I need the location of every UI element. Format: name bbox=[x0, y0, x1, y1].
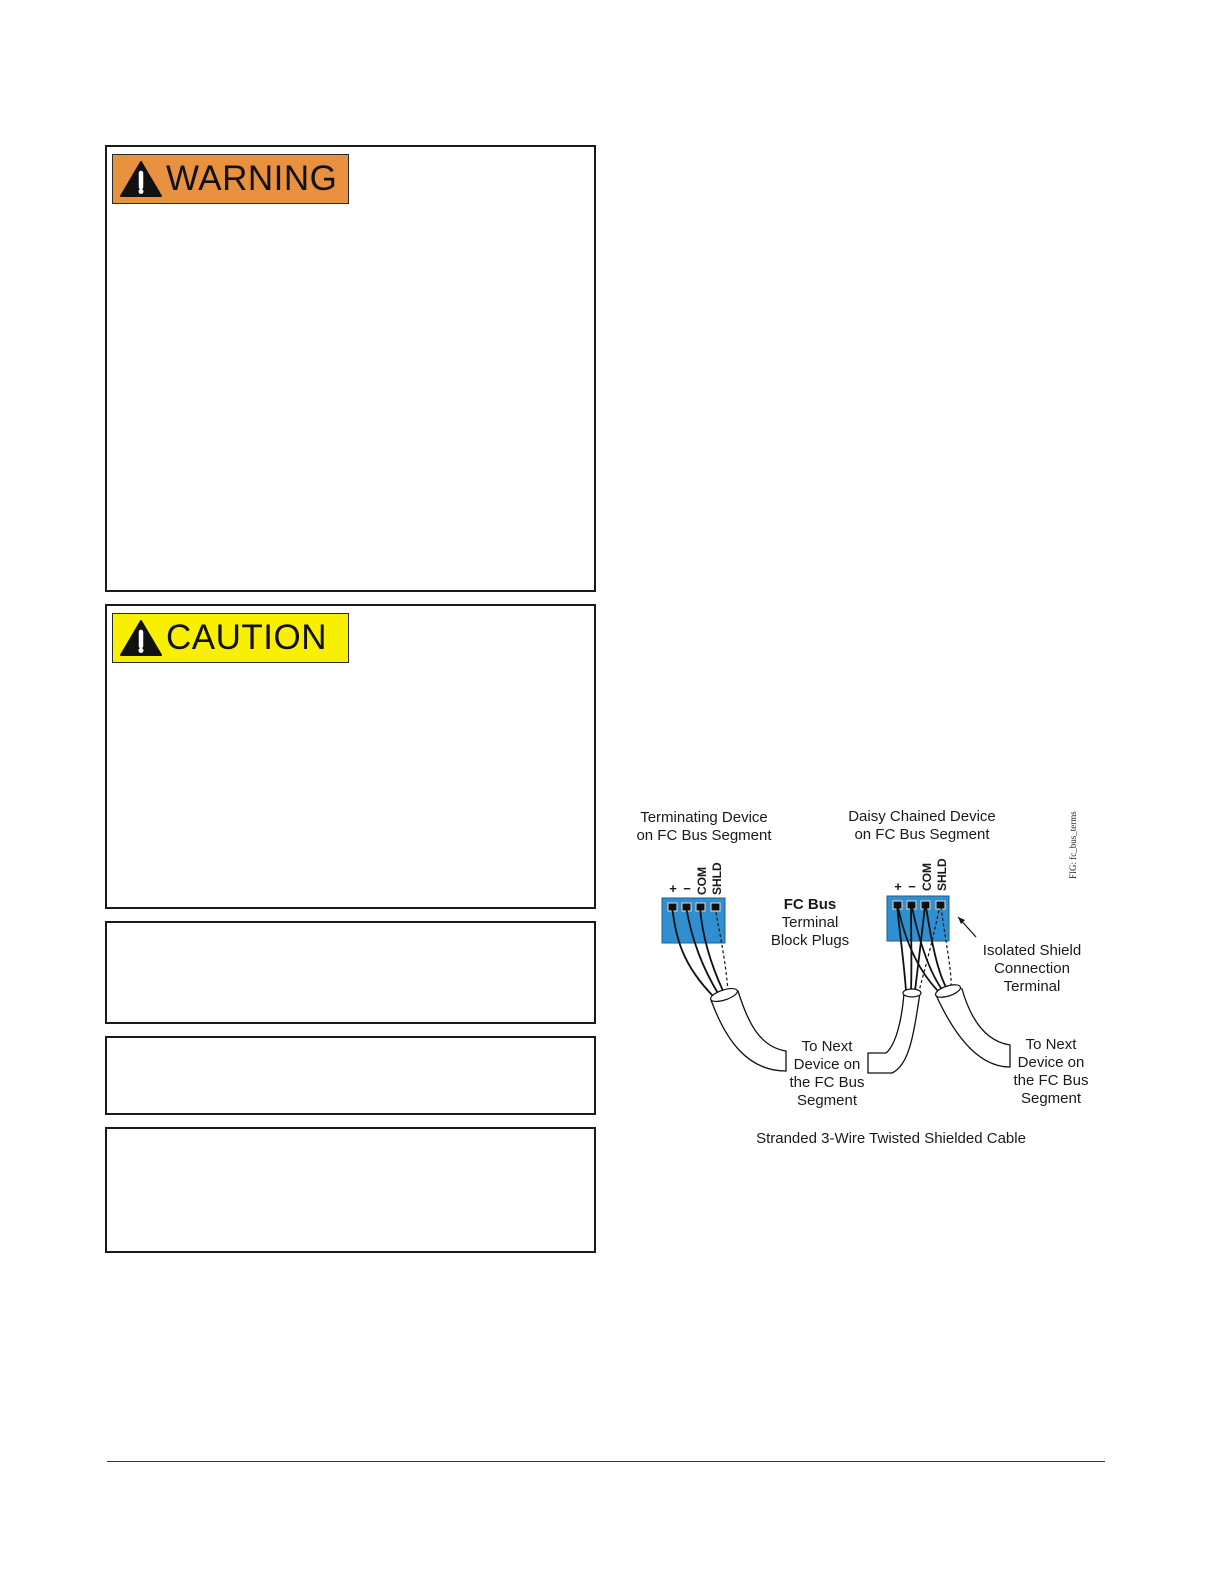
terminal-label-minus: − bbox=[908, 879, 916, 894]
caution-triangle-icon bbox=[119, 619, 163, 657]
plugs-label-line-2: Terminal bbox=[781, 914, 839, 931]
fc-bus-wiring-diagram bbox=[620, 795, 1100, 1155]
figure-id: FIG: fc_bus_terms bbox=[1068, 811, 1078, 879]
figure-caption: Stranded 3-Wire Twisted Shielded Cable bbox=[756, 1130, 1026, 1147]
shield-label-line-2: Connection bbox=[994, 960, 1070, 977]
shield-label-line-1: Isolated Shield bbox=[982, 942, 1082, 959]
terminal-label-shld: SHLD bbox=[935, 858, 949, 891]
next-device-label-line-2: Device on bbox=[793, 1056, 861, 1073]
next-device-label-line-2: Device on bbox=[1017, 1054, 1085, 1071]
next-device-label-line-1: To Next bbox=[1025, 1036, 1077, 1053]
daisy-chain-cable-1 bbox=[868, 992, 920, 1074]
warning-triangle-icon bbox=[119, 160, 163, 198]
terminal-label-shld: SHLD bbox=[710, 862, 724, 895]
caution-signal-word: CAUTION bbox=[166, 618, 327, 657]
terminal-label-com: COM bbox=[920, 863, 934, 891]
note-box bbox=[105, 1127, 596, 1253]
left-title-line-2: on FC Bus Segment bbox=[636, 827, 772, 844]
note-box bbox=[105, 921, 596, 1024]
shield-label-line-3: Terminal bbox=[1003, 978, 1061, 995]
plugs-label-line-1: FC Bus bbox=[783, 896, 837, 913]
left-cable bbox=[711, 990, 786, 1071]
left-title-line-1: Terminating Device bbox=[640, 809, 768, 826]
next-device-label-line-4: Segment bbox=[1020, 1090, 1082, 1107]
plugs-label-line-3: Block Plugs bbox=[770, 932, 850, 949]
next-device-label-line-1: To Next bbox=[801, 1038, 853, 1055]
caution-notice bbox=[105, 604, 596, 909]
warning-signal-panel bbox=[112, 154, 349, 204]
terminal-label-plus: + bbox=[669, 881, 677, 896]
daisy-chain-cable-2 bbox=[936, 987, 1010, 1067]
terminal-label-minus: − bbox=[683, 881, 691, 896]
fc-bus-terminals-figure bbox=[620, 795, 1100, 1155]
footer-rule bbox=[107, 1461, 1105, 1462]
caution-signal-panel bbox=[112, 613, 349, 663]
warning-notice bbox=[105, 145, 596, 592]
next-device-label-line-3: the FC Bus bbox=[789, 1074, 865, 1091]
terminal-label-com: COM bbox=[695, 867, 709, 895]
next-device-label-line-4: Segment bbox=[796, 1092, 858, 1109]
next-device-label-line-3: the FC Bus bbox=[1013, 1072, 1089, 1089]
note-box bbox=[105, 1036, 596, 1115]
terminal-label-plus: + bbox=[894, 879, 902, 894]
warning-signal-word: WARNING bbox=[166, 159, 338, 198]
right-title-line-1: Daisy Chained Device bbox=[848, 808, 996, 825]
right-title-line-2: on FC Bus Segment bbox=[854, 826, 990, 843]
